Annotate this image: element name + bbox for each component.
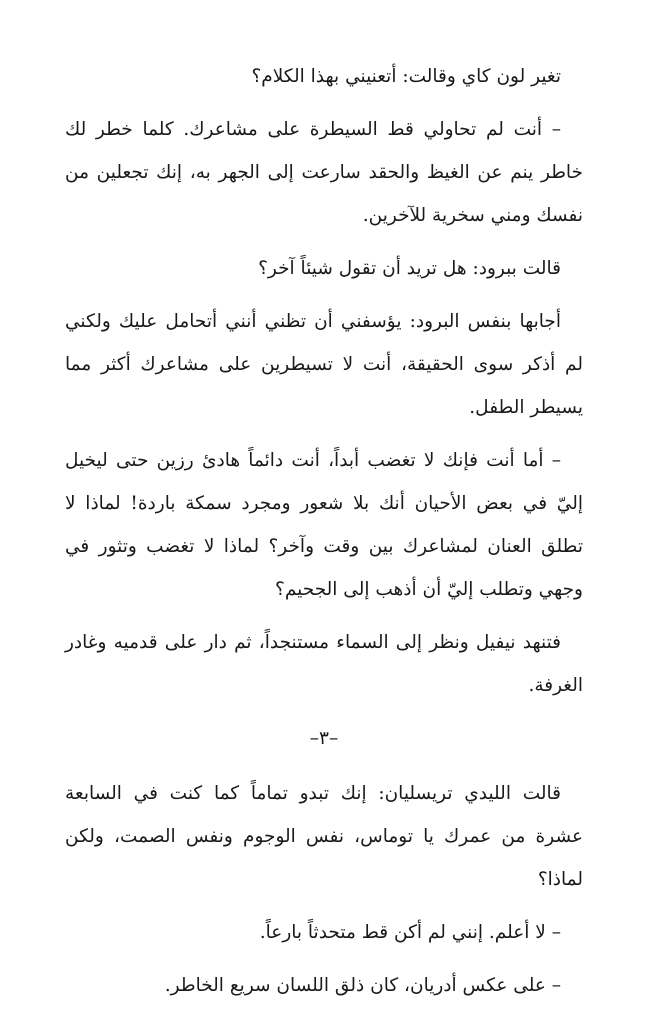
paragraph: تغير لون كاي وقالت: أتعنيني بهذا الكلام؟ [251,66,561,87]
paragraph: – أما أنت فإنك لا تغضب أبداً، أنت دائماً هادئ رزين حتى ليخيل إليّ في بعض الأحيان أنك بلا شعور ومجرد سمكة باردة! لماذا لا تطلق العنان لمشاعرك بين وقت وآخر؟ لماذا لا تغضب وتثور في وجهي وتطلب إليّ أن أذهب إلى الجحيم؟ [65,450,583,600]
paragraph: – أنت لم تحاولي قط السيطرة على مشاعرك. كلما خطر لك خاطر ينم عن الغيظ والحقد سارعت إلى الجهر به، إنك تجعلين من نفسك ومني سخرية للآخرين. [65,119,583,226]
section-marker: –٣– [309,728,339,749]
paragraph: – على عكس أدريان، كان ذلق اللسان سريع الخاطر. [164,975,561,996]
paragraph: أجابها بنفس البرود: يؤسفني أن تظني أنني أتحامل عليك ولكني لم أذكر سوى الحقيقة، أنت لا تسيطرين على مشاعرك أكثر مما يسيطر الطفل. [65,311,583,418]
paragraph: قالت الليدي تريسليان: إنك تبدو تماماً كما كنت في السابعة عشرة من عمرك يا توماس، نفس الوجوم ونفس الصمت، ولكن لماذا؟ [65,783,583,890]
paragraph: فتنهد نيفيل ونظر إلى السماء مستنجداً، ثم دار على قدميه وغادر الغرفة. [65,632,583,696]
book-page [65,55,583,1017]
paragraph: قالت ببرود: هل تريد أن تقول شيئاً آخر؟ [258,258,561,279]
paragraph: – لا أعلم. إنني لم أكن قط متحدثاً بارعاً. [259,922,561,943]
